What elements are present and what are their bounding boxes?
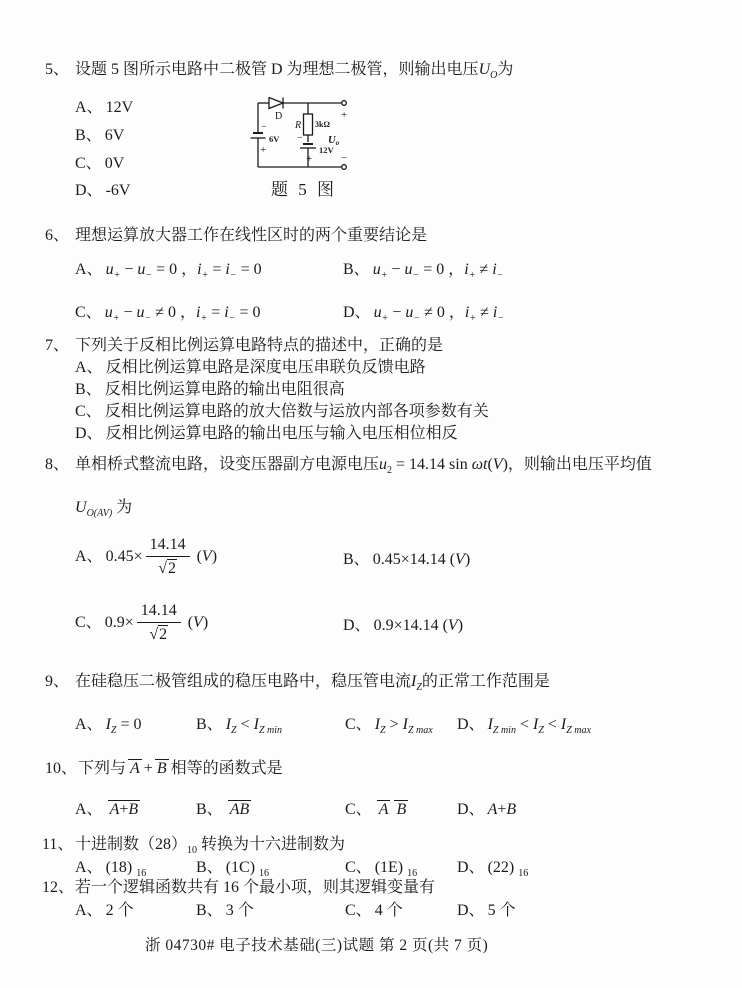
option-11-a: A、 (18) $_{16}$ — [75, 859, 147, 880]
resistor-label: R — [295, 120, 302, 131]
option-11-b: B、 (1C) $_{16}$ — [196, 859, 270, 880]
output-plus: + — [341, 109, 348, 121]
option-12-d: D、 5 个 — [457, 902, 516, 919]
option-10-a: A、 A+B — [75, 801, 139, 818]
option-6-b: B、 $u_+ - u_- = 0$ ，$i_+ \ne i_-$ — [343, 261, 504, 282]
question-9-number: 9、 — [45, 673, 70, 690]
resistor-symbol — [304, 103, 313, 142]
option-6-c: C、 $u_+ - u_- \ne 0$ ，$i_+ = i_- = 0$ — [75, 304, 261, 325]
option-5-b: B、 6V — [75, 127, 125, 144]
option-10-b: B、 AB — [196, 801, 250, 818]
battery-6v-label: 6V — [269, 134, 280, 144]
option-7-c: C、 反相比例运算电路的放大倍数与运放内部各项参数有关 — [75, 403, 489, 420]
question-11 — [42, 831, 346, 857]
question-8-number: 8、 — [45, 456, 70, 473]
option-5-a: A、 12V — [75, 99, 134, 116]
output-voltage-label: Uo — [328, 135, 340, 147]
question-5 — [45, 56, 514, 82]
question-11-number: 11、 — [42, 836, 74, 853]
option-6-d: D、 $u_+ - u_- \ne 0$ ，$i_+ \ne i_-$ — [343, 304, 505, 325]
option-8-b: B、 0.45×14.14 (V) — [343, 551, 471, 568]
option-11-c: C、 (1E) $_{16}$ — [345, 859, 418, 880]
question-9 — [45, 668, 550, 694]
output-minus: − — [341, 152, 348, 164]
figure-5-caption: 题 5 图 — [271, 180, 337, 199]
option-8-a: A、 0.45× $\frac{14.14}{√2}$ (V) — [75, 536, 218, 577]
option-7-d: D、 反相比例运算电路的输出电压与输入电压相位相反 — [75, 425, 458, 442]
diode-symbol — [258, 98, 342, 109]
question-7-stem: 下列关于反相比例运算电路特点的描述中，正确的是 — [75, 337, 444, 354]
question-6 — [45, 222, 427, 245]
option-5-d: D、 -6V — [75, 182, 131, 199]
question-12-stem: 若一个逻辑函数共有 16 个最小项，则其逻辑变量有 — [75, 879, 436, 896]
option-12-b: B、 3 个 — [196, 902, 254, 919]
battery-12v-label: 12V — [319, 145, 334, 155]
option-7-a: A、 反相比例运算电路是深度电压串联负反馈电路 — [75, 359, 426, 376]
option-5-c: C、 0V — [75, 155, 125, 172]
question-6-stem: 理想运算放大器工作在线性区时的两个重要结论是 — [75, 227, 428, 244]
option-7-b: B、 反相比例运算电路的输出电阻很高 — [75, 381, 345, 398]
question-9-stem: 在硅稳压二极管组成的稳压电路中，稳压管电流$I_Z$的正常工作范围是 — [75, 673, 550, 694]
option-12-a: A、 2 个 — [75, 902, 134, 919]
option-8-d: D、 0.9×14.14 (V) — [343, 617, 464, 634]
question-6-number: 6、 — [45, 227, 70, 244]
option-8-c: C、 0.9× $\frac{14.14}{√2}$ (V) — [75, 602, 209, 643]
battery-6v-symbol — [251, 103, 266, 167]
question-8 — [45, 451, 652, 477]
option-10-c: C、 A B — [345, 801, 407, 818]
option-12-c: C、 4 个 — [345, 902, 403, 919]
question-8-stem-line2: $U_{O(AV)}$ 为 — [75, 499, 133, 520]
option-9-c: C、 $I_Z > I_{Z max}$ — [345, 716, 433, 737]
diode-label: D — [275, 111, 283, 122]
option-9-d: D、 $I_{Z min} < I_Z < I_{Z max}$ — [457, 716, 591, 737]
question-10-stem: 下列与 A + B 相等的函数式是 — [78, 760, 283, 777]
question-10-number: 10、 — [45, 760, 78, 777]
page-footer: 浙 04730# 电子技术基础(三)试题 第 2 页(共 7 页) — [145, 937, 489, 954]
question-10 — [45, 755, 283, 778]
question-7-number: 7、 — [45, 337, 70, 354]
option-10-d: D、 A+B — [457, 801, 517, 818]
option-11-d: D、 (22) $_{16}$ — [457, 859, 529, 880]
battery-6v-plus: + — [260, 144, 267, 156]
battery-12v-minus: − — [297, 133, 303, 144]
question-5-stem: 设题 5 图所示电路中二极管 D 为理想二极管，则输出电压$U_O$为 — [75, 61, 514, 82]
question-8-stem: 单相桥式整流电路，设变压器副方电源电压$u_2 = 14.14$ sin ωt(V)，则输出电压平均值 — [75, 456, 652, 477]
option-9-b: B、 $I_Z < I_{Z min}$ — [196, 716, 282, 737]
battery-12v-plus: + — [306, 153, 313, 165]
option-9-a: A、 $I_Z = 0$ — [75, 716, 142, 737]
question-5-circuit-figure — [250, 97, 354, 175]
option-6-a: A、 $u_+ - u_- = 0$ ，$i_+ = i_- = 0$ — [75, 261, 262, 282]
question-12 — [42, 874, 435, 897]
question-7 — [45, 332, 443, 355]
resistance-label: 3kΩ — [315, 120, 330, 129]
battery-6v-minus: − — [261, 122, 267, 133]
question-12-number: 12、 — [42, 879, 75, 896]
question-5-number: 5、 — [45, 61, 70, 78]
question-11-stem: 十进制数$(28)_{10}$ 转换为十六进制数为 — [75, 836, 346, 857]
